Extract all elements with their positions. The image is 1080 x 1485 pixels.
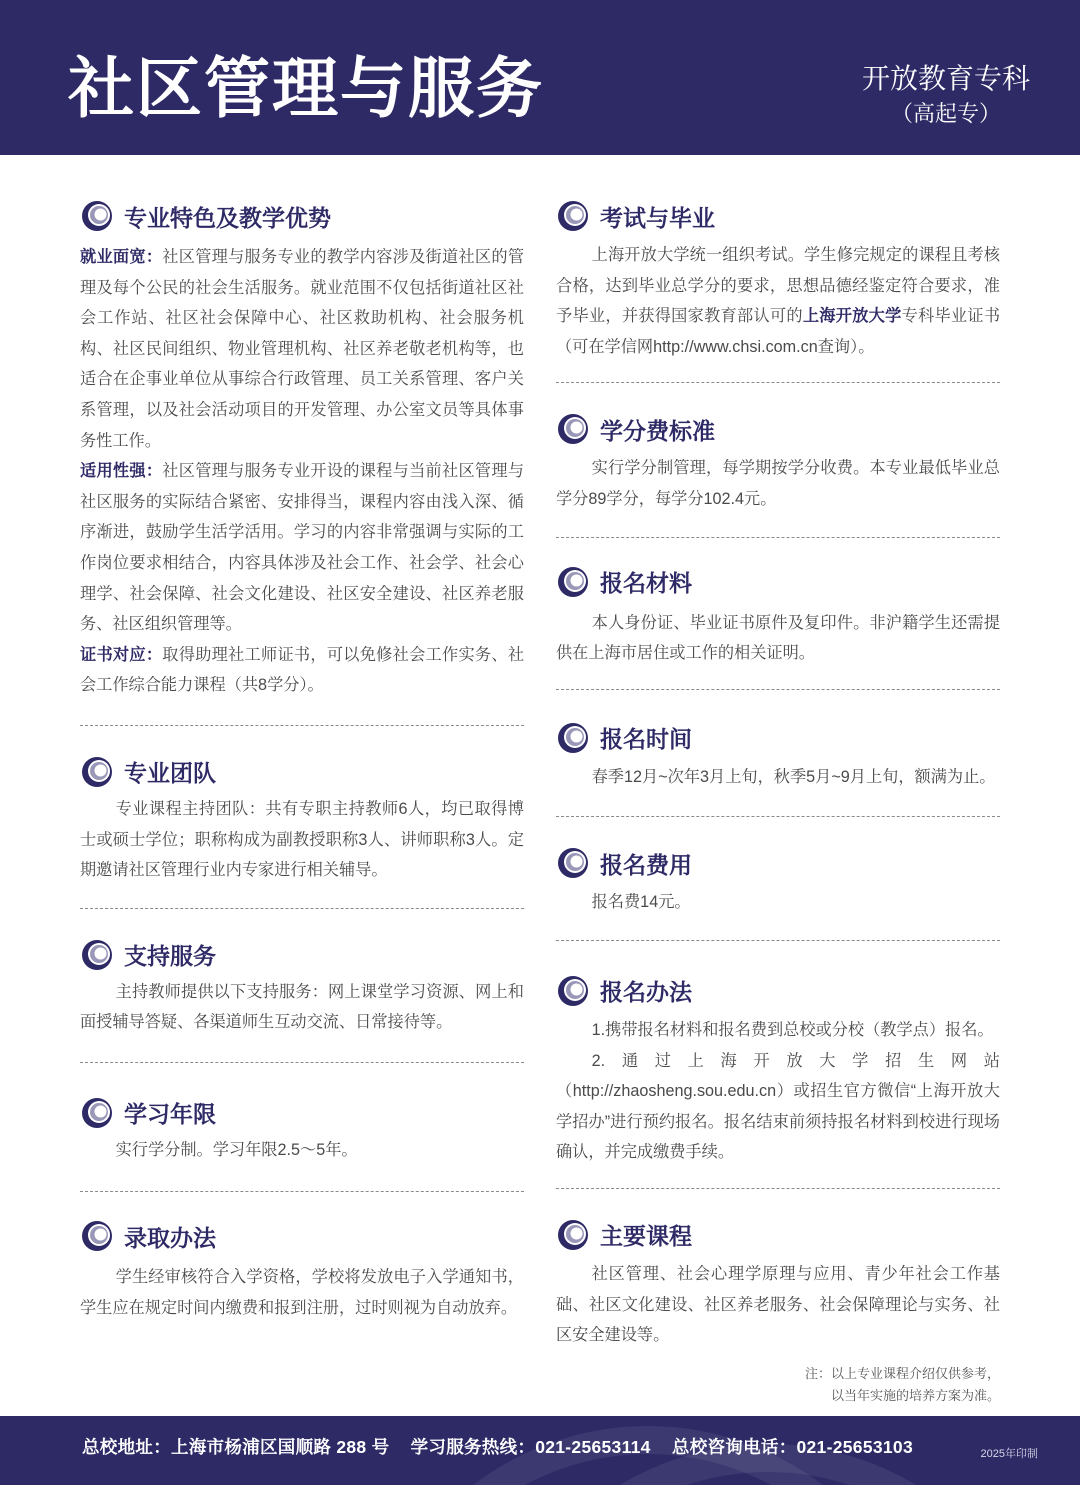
divider bbox=[556, 689, 1000, 690]
section-exam bbox=[556, 196, 1000, 362]
ring-bullet-icon bbox=[556, 412, 590, 446]
divider bbox=[556, 1188, 1000, 1189]
support-text: 主持教师提供以下支持服务：网上课堂学习资源、网上和面授辅导答疑、各渠道师生互动交流、日常接待等。 bbox=[80, 982, 524, 1032]
paragraph-employment bbox=[80, 242, 524, 456]
section-admission bbox=[80, 1216, 524, 1323]
duration-text: 实行学分制。学习年限2.5～5年。 bbox=[115, 1140, 358, 1159]
exam-text-part: 专科毕业证书（可在学信网http://www.chsi.com.cn查询）。 bbox=[556, 307, 1001, 356]
exam-text bbox=[556, 240, 1000, 362]
footer-consult-phone: 总校咨询电话：021-25653103 bbox=[671, 1437, 913, 1457]
header-banner bbox=[0, 0, 1080, 155]
footnote-line-2: 以当年实施的培养方案为准。 bbox=[830, 1387, 1000, 1403]
team-text: 专业课程主持团队：共有专职主持教师6人，均已取得博士或硕士学位；职称构成为副教授职称3人、讲师职称3人。定期邀请社区管理行业内专家进行相关辅导。 bbox=[80, 799, 524, 880]
section-cost bbox=[556, 843, 1000, 918]
paragraph-certificate bbox=[80, 640, 524, 701]
program-type bbox=[846, 60, 1046, 130]
ring-bullet-icon bbox=[80, 199, 114, 233]
label-employment: 就业面宽： bbox=[80, 248, 163, 266]
ring-bullet-icon bbox=[80, 755, 114, 789]
materials-text: 本人身份证、毕业证书原件及复印件。非沪籍学生还需提供在上海市居住或工作的相关证明。 bbox=[556, 613, 1000, 663]
section-duration bbox=[80, 1093, 524, 1166]
footer-address: 总校地址：上海市杨浦区国顺路 288 号 bbox=[82, 1437, 390, 1457]
fee-text: 实行学分制管理，每学期按学分收费。本专业最低毕业总学分89学分，每学分102.4元。 bbox=[556, 459, 1000, 508]
university-name: 上海开放大学 bbox=[802, 307, 902, 326]
label-certificate: 证书对应： bbox=[80, 645, 163, 664]
divider bbox=[80, 908, 524, 909]
paragraph-applicability bbox=[80, 456, 524, 640]
divider bbox=[80, 725, 524, 726]
divider bbox=[556, 940, 1000, 941]
divider bbox=[80, 1062, 524, 1063]
section-title: 录取办法 bbox=[124, 1224, 216, 1251]
label-applicability: 适用性强： bbox=[80, 462, 163, 481]
section-title: 学分费标准 bbox=[600, 417, 715, 444]
section-fee bbox=[556, 409, 1000, 514]
text-certificate: 取得助理社工师证书，可以免修社会工作实务、社会工作综合能力课程（共8学分）。 bbox=[80, 645, 525, 695]
section-title: 报名时间 bbox=[600, 726, 692, 753]
cost-text: 报名费14元。 bbox=[591, 893, 691, 912]
program-type-line2: （高起专） bbox=[890, 101, 1001, 126]
divider bbox=[556, 816, 1000, 817]
text-applicability: 社区管理与服务专业开设的课程与当前社区管理与社区服务的实际结合紧密、安排得当，课程内容由浅入深、循序渐进，鼓励学生活学活用。学习的内容非常强调与实际的工作岗位要求相结合，内容具体涉及社会工作、社会学、社会心理学、社会保障、社会文化建设、社区安全建设、社区养老服务、社区组织管理等。 bbox=[80, 462, 525, 634]
section-title: 报名办法 bbox=[600, 979, 692, 1006]
section-title: 专业团队 bbox=[124, 760, 216, 787]
ring-bullet-icon bbox=[556, 721, 590, 755]
left-column bbox=[80, 196, 524, 1324]
section-courses bbox=[556, 1215, 1000, 1407]
footer-banner bbox=[0, 1416, 1080, 1485]
right-column bbox=[556, 196, 1000, 1407]
section-team bbox=[80, 752, 524, 886]
ring-bullet-icon bbox=[80, 1219, 114, 1253]
divider bbox=[80, 1191, 524, 1192]
footnote-line-1: 注：以上专业课程介绍仅供参考， bbox=[804, 1365, 1000, 1381]
footer-hotline: 学习服务热线：021-25653114 bbox=[410, 1437, 651, 1457]
section-title: 报名费用 bbox=[600, 851, 692, 878]
divider bbox=[556, 382, 1000, 383]
section-support bbox=[80, 935, 524, 1038]
exam-text-part: 上海开放大学统一组织考试。学生修完规定的课程且考核合格，达到毕业总学分的要求，思想品德经鉴定符合要求，准予毕业，并获得国家教育部认可的 bbox=[556, 246, 1000, 326]
section-title: 专业特色及教学优势 bbox=[124, 204, 331, 231]
print-year: 2025年印制 bbox=[980, 1448, 1038, 1460]
footnote bbox=[556, 1363, 1000, 1407]
method-step-2: 2.通过上海开放大学招生网站（http://zhaosheng.sou.edu.cn）或招生官方微信“上海开放大学招办”进行预约报名。报名结束前须持报名材料到校进行现场确认，并完成缴费手续。 bbox=[556, 1051, 1000, 1162]
time-text: 春季12月~次年3月上旬，秋季5月~9月上旬，额满为止。 bbox=[591, 767, 996, 786]
footer-contact bbox=[82, 1434, 929, 1459]
text-employment: 社区管理与服务专业的教学内容涉及街道社区的管理及每个公民的社会生活服务。就业范围不仅包括街道社区社会工作站、社区社会保障中心、社区救助机构、社会服务机构、社区民间组织、物业管理机构、社区养老敬老机构等，也适合在企事业单位从事综合行政管理、员工关系管理、客户关系管理，以及社会活动项目的开发管理、办公室文员等具体事务性工作。 bbox=[80, 248, 525, 450]
section-method bbox=[556, 971, 1000, 1168]
section-title: 学习年限 bbox=[124, 1101, 216, 1128]
courses-text: 社区管理、社会心理学原理与应用、青少年社会工作基础、社区文化建设、社区养老服务、社会保障理论与实务、社区安全建设等。 bbox=[556, 1264, 1000, 1345]
admission-text: 学生经审核符合入学资格，学校将发放电子入学通知书，学生应在规定时间内缴费和报到注册，过时则视为自动放弃。 bbox=[80, 1268, 524, 1318]
ring-bullet-icon bbox=[556, 846, 590, 880]
ring-bullet-icon bbox=[556, 565, 590, 599]
ring-bullet-icon bbox=[556, 199, 590, 233]
section-title: 考试与毕业 bbox=[600, 204, 715, 231]
ring-bullet-icon bbox=[80, 1096, 114, 1130]
page-title: 社区管理与服务 bbox=[68, 51, 544, 125]
ring-bullet-icon bbox=[556, 974, 590, 1008]
method-step-1: 1.携带报名材料和报名费到总校或分校（教学点）报名。 bbox=[591, 1020, 994, 1039]
section-materials bbox=[556, 562, 1000, 669]
section-time bbox=[556, 718, 1000, 793]
ring-bullet-icon bbox=[80, 938, 114, 972]
ring-bullet-icon bbox=[556, 1218, 590, 1252]
program-type-line1: 开放教育专科 bbox=[861, 63, 1030, 94]
section-features bbox=[80, 196, 524, 701]
divider bbox=[556, 537, 1000, 538]
section-title: 支持服务 bbox=[124, 943, 216, 970]
section-title: 主要课程 bbox=[600, 1223, 692, 1250]
section-title: 报名材料 bbox=[600, 570, 692, 597]
